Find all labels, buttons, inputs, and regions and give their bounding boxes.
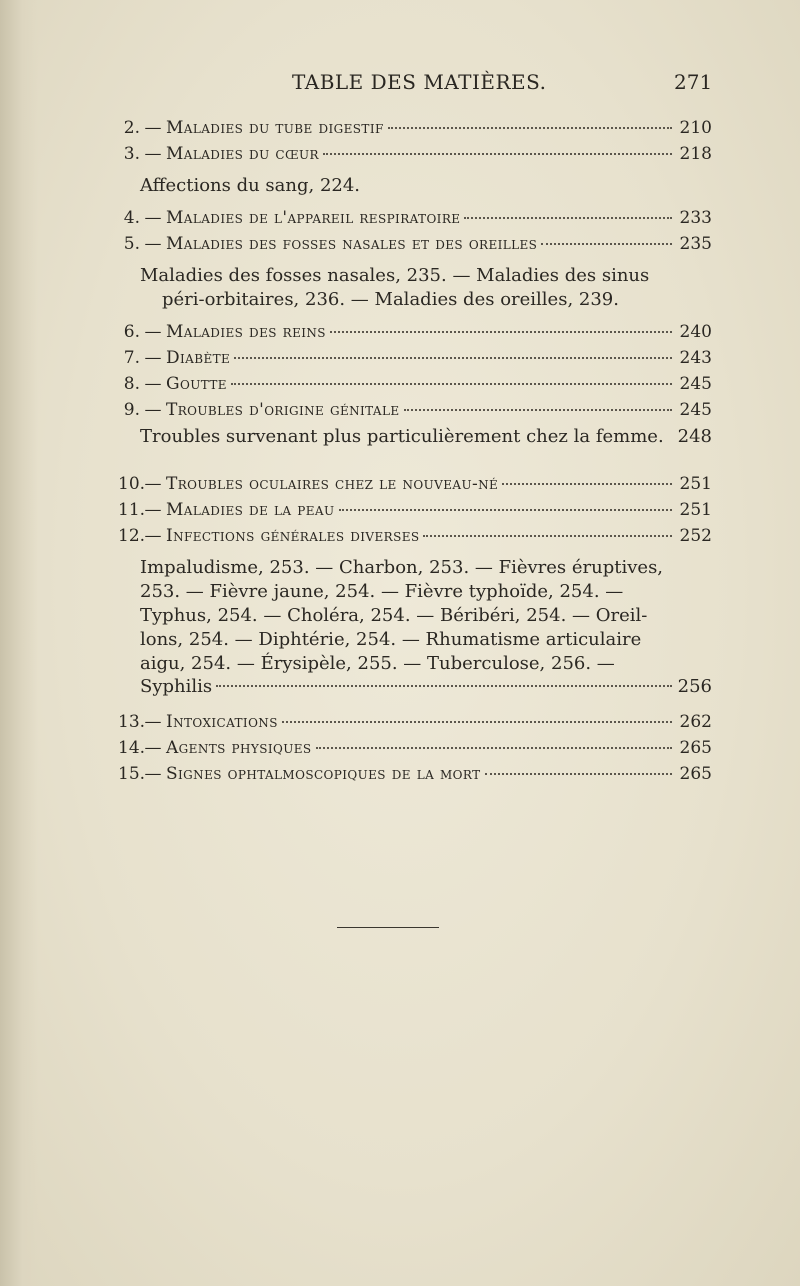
entry-number: 6. — [123, 322, 140, 342]
toc-entry — [118, 348, 712, 374]
subtopic-page: 256 — [677, 676, 712, 697]
entry-page: 262 — [679, 712, 712, 732]
toc-entry — [118, 474, 712, 500]
entry-dash: — — [144, 234, 162, 254]
subtopic-last-line — [118, 676, 712, 702]
entry-page: 243 — [679, 348, 712, 368]
dot-leader — [423, 535, 672, 537]
entry-title: Maladies du cœur — [166, 144, 319, 164]
subtopic-line: Maladies des fosses nasales, 235. — Maladies des sinus — [140, 265, 650, 286]
toc-entry — [118, 712, 712, 738]
entry-dash: — — [144, 526, 162, 546]
toc-entry — [118, 764, 712, 790]
running-header — [0, 70, 800, 104]
dot-leader — [330, 331, 672, 333]
entry-title: Diabète — [166, 348, 231, 368]
subtopic-line: Troubles survenant plus particulièrement chez la femme. — [140, 426, 664, 447]
entry-number: 13. — [118, 712, 146, 732]
entry-dash: — — [144, 764, 162, 784]
entry-dash: — — [144, 322, 162, 342]
toc-entry — [118, 374, 712, 400]
entry-title: Troubles d'origine génitale — [166, 400, 400, 420]
entry-subtopics — [118, 426, 712, 452]
entry-number: 9. — [123, 400, 140, 420]
entry-page: 245 — [679, 400, 712, 420]
entry-title: Maladies du tube digestif — [166, 118, 384, 138]
entry-page: 251 — [679, 500, 712, 520]
entry-title: Maladies des fosses nasales et des oreilles — [166, 234, 538, 254]
toc-entry — [118, 322, 712, 348]
entry-title: Goutte — [166, 374, 227, 394]
subtopic-line: lons, 254. — Diphtérie, 254. — Rhumatisme articulaire — [140, 629, 642, 650]
entry-page: 251 — [679, 474, 712, 494]
entry-dash: — — [144, 374, 162, 394]
subtopic-line: Impaludisme, 253. — Charbon, 253. — Fièvres éruptives, — [140, 557, 664, 578]
subtopic-line: Typhus, 254. — Choléra, 254. — Béribéri, 254. — Oreil- — [140, 605, 648, 626]
entry-title: Maladies des reins — [166, 322, 326, 342]
entry-title: Maladies de la peau — [166, 500, 335, 520]
entry-dash: — — [144, 208, 162, 228]
entry-number: 2. — [123, 118, 140, 138]
entry-dash: — — [144, 348, 162, 368]
header-page-number: 271 — [674, 70, 713, 94]
dot-leader — [282, 721, 672, 723]
dot-leader — [216, 685, 672, 687]
entry-page: 210 — [679, 118, 712, 138]
dot-leader — [464, 217, 672, 219]
dot-leader — [404, 409, 672, 411]
entry-page: 245 — [679, 374, 712, 394]
entry-title: Infections générales diverses — [166, 526, 420, 546]
entry-title: Agents physiques — [166, 738, 312, 758]
entry-title: Signes ophtalmoscopiques de la mort — [166, 764, 481, 784]
toc-entry — [118, 526, 712, 552]
entry-number: 7. — [123, 348, 140, 368]
entry-dash: — — [144, 500, 162, 520]
table-of-contents — [118, 118, 712, 790]
entry-dash: — — [144, 118, 162, 138]
toc-entry — [118, 400, 712, 426]
entry-number: 14. — [118, 738, 146, 758]
entry-number: 8. — [123, 374, 140, 394]
entry-page: 240 — [679, 322, 712, 342]
dot-leader — [316, 747, 672, 749]
toc-entry — [118, 208, 712, 234]
toc-entry — [118, 500, 712, 526]
dot-leader — [234, 357, 672, 359]
entry-page: 233 — [679, 208, 712, 228]
end-rule — [337, 927, 439, 928]
toc-entry — [118, 738, 712, 764]
toc-entry — [118, 144, 712, 170]
entry-dash: — — [144, 712, 162, 732]
dot-leader — [231, 383, 672, 385]
entry-title: Intoxications — [166, 712, 278, 732]
dot-leader — [323, 153, 672, 155]
entry-subtopics — [118, 556, 712, 676]
header-title: TABLE DES MATIÈRES. — [292, 70, 547, 94]
entry-page: 235 — [679, 234, 712, 254]
subtopic-text: Syphilis — [140, 676, 213, 697]
entry-subtopics: Affections du sang, 224. — [140, 175, 361, 196]
entry-title: Troubles oculaires chez le nouveau-né — [166, 474, 499, 494]
entry-number: 10. — [118, 474, 146, 494]
entry-dash: — — [144, 144, 162, 164]
entry-page: 252 — [679, 526, 712, 546]
entry-number: 11. — [118, 500, 146, 520]
dot-leader — [339, 509, 673, 511]
dot-leader — [502, 483, 672, 485]
toc-entry — [118, 118, 712, 144]
entry-page: 218 — [679, 144, 712, 164]
entry-dash: — — [144, 400, 162, 420]
dot-leader — [485, 773, 672, 775]
dot-leader — [388, 127, 672, 129]
entry-dash: — — [144, 474, 162, 494]
entry-dash: — — [144, 738, 162, 758]
entry-number: 12. — [118, 526, 146, 546]
entry-subtopics — [118, 264, 712, 312]
subtopic-line: 253. — Fièvre jaune, 254. — Fièvre typhoïde, 254. — — [140, 581, 624, 602]
entry-number: 4. — [123, 208, 140, 228]
subtopic-line: péri-orbitaires, 236. — Maladies des oreilles, 239. — [162, 289, 619, 310]
toc-entry — [118, 234, 712, 260]
dot-leader — [541, 243, 672, 245]
entry-page: 265 — [679, 764, 712, 784]
subtopic-page: 248 — [677, 426, 712, 447]
entry-page: 265 — [679, 738, 712, 758]
entry-title: Maladies de l'appareil respiratoire — [166, 208, 461, 228]
entry-number: 3. — [123, 144, 140, 164]
subtopic-line: aigu, 254. — Érysipèle, 255. — Tuberculose, 256. — — [140, 653, 615, 674]
entry-number: 5. — [123, 234, 140, 254]
entry-number: 15. — [118, 764, 146, 784]
